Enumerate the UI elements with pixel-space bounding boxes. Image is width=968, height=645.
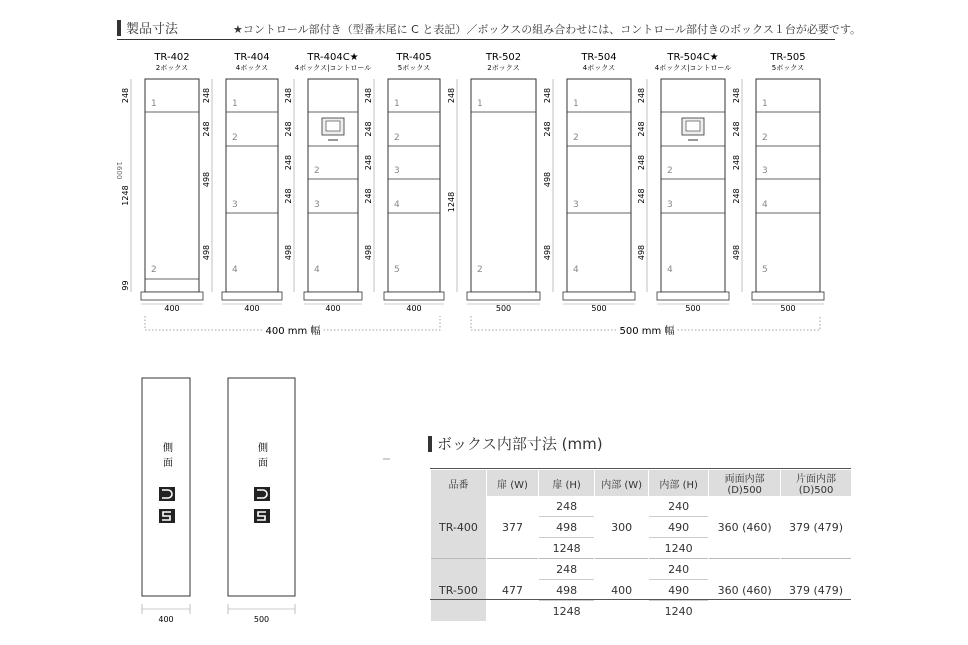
cell-both-depth: 360 (460) <box>709 496 781 559</box>
locker-sub-label: 5ボックス <box>771 64 805 72</box>
dimension-label: 498 <box>202 171 211 188</box>
dimension-label: 99 <box>121 280 130 291</box>
control-panel-display <box>686 121 700 131</box>
cell-door-h: 1248 <box>539 601 595 622</box>
box-number-label: 2 <box>394 133 400 143</box>
locker-model-label: TR-502 <box>485 52 522 63</box>
locker-body <box>756 79 820 292</box>
width-label: 400 <box>325 304 341 313</box>
dimension-label: 498 <box>284 244 293 261</box>
locker-body <box>145 79 199 292</box>
dimension-label: 248 <box>637 121 646 137</box>
cell-single-depth: 379 (479) <box>781 496 851 559</box>
locker-sub-label: 2ボックス <box>155 64 189 72</box>
box-number-label: 3 <box>762 166 768 176</box>
locker-body <box>226 79 278 292</box>
locker-base <box>222 292 282 300</box>
cell-door-h: 498 <box>539 517 595 538</box>
dimension-label: 248 <box>284 87 293 104</box>
locker-sub-label: 4ボックス|コントロール <box>654 64 732 72</box>
table-row <box>431 559 852 580</box>
side-view-label: 面 <box>258 458 268 469</box>
cell-inner-h: 240 <box>649 496 709 517</box>
box-number-label: 3 <box>314 200 320 210</box>
control-panel-display <box>326 121 340 131</box>
locker-model-label: TR-504C★ <box>667 52 719 63</box>
box-number-label: 1 <box>151 99 157 109</box>
cell-inner-h: 240 <box>649 559 709 580</box>
box-number-label: 1 <box>477 99 483 109</box>
locker-model-label: TR-405 <box>396 52 432 63</box>
dimension-label: 248 <box>284 154 293 171</box>
table-bottom-rule <box>430 599 851 600</box>
locker-model-label: TR-404 <box>234 52 270 63</box>
locker-base <box>467 292 540 300</box>
width-label: 400 <box>164 304 180 313</box>
dimension-label: 248 <box>732 121 741 137</box>
locker-sub-label: 4ボックス|コントロール <box>294 64 372 72</box>
cell-inner-h: 1240 <box>649 538 709 559</box>
cell-door-h: 498 <box>539 580 595 601</box>
width-label: 500 <box>495 304 512 313</box>
box-number-label: 1 <box>232 99 238 109</box>
box-number-label: 2 <box>314 166 320 176</box>
dimension-label: 498 <box>732 244 741 261</box>
locker-body <box>661 79 725 292</box>
width-label: 500 <box>685 304 701 313</box>
box-number-label: 4 <box>667 265 673 275</box>
section-title-text: ボックス内部寸法 (mm) <box>437 435 603 453</box>
side-width-label: 500 <box>253 615 270 624</box>
locker-model-label: TR-505 <box>770 52 806 63</box>
cell-single-depth: 379 (479) <box>781 559 851 622</box>
cell-door-h: 1248 <box>539 538 595 559</box>
cell-inner-h: 490 <box>649 517 709 538</box>
locker-body <box>308 79 358 292</box>
cell-door-w: 477 <box>486 559 538 622</box>
header-model: 品番 <box>431 470 487 496</box>
header-inner-w: 内部 (W) <box>595 470 649 496</box>
dimension-label: 248 <box>447 87 456 104</box>
box-number-label: 4 <box>314 265 320 275</box>
dimension-label: 248 <box>637 188 646 204</box>
box-number-label: 3 <box>394 166 400 176</box>
locker-body <box>471 79 536 292</box>
locker-sub-label: 5ボックス <box>397 64 431 72</box>
header-door-w: 扉 (W) <box>486 470 538 496</box>
width-label: 500 <box>780 304 796 313</box>
side-view-label: 側 <box>258 443 268 454</box>
locker-model-label: TR-504 <box>581 52 617 63</box>
cell-model: TR-400 <box>431 496 487 559</box>
locker-body <box>388 79 440 292</box>
box-number-label: 3 <box>232 200 238 210</box>
dimension-label: 498 <box>543 171 552 188</box>
box-number-label: 1 <box>394 99 400 109</box>
box-number-label: 4 <box>394 200 400 210</box>
header-both-depth: 両面内部 (D)500 <box>709 470 781 496</box>
dimension-label: 248 <box>364 188 373 204</box>
side-view-label: 面 <box>163 458 173 469</box>
side-width-label: 400 <box>158 615 174 624</box>
locker-base <box>563 292 635 300</box>
section-title-text: 製品寸法 <box>126 22 179 37</box>
box-number-label: 4 <box>573 265 579 275</box>
dimension-label: 248 <box>121 87 130 104</box>
box-number-label: 1 <box>762 99 768 109</box>
group-500-label: 500 mm 幅 <box>619 326 675 337</box>
side-view-label: 側 <box>163 443 173 454</box>
box-number-label: 5 <box>762 265 768 275</box>
locker-sub-label: 2ボックス <box>487 64 520 72</box>
cell-inner-h: 1240 <box>649 601 709 622</box>
box-number-label: 2 <box>667 166 673 176</box>
table-top-rule <box>430 468 851 469</box>
cell-inner-w: 400 <box>595 559 649 622</box>
table-row <box>431 496 852 517</box>
dimension-label: 498 <box>637 244 646 261</box>
cell-door-h: 248 <box>539 496 595 517</box>
box-number-label: 2 <box>573 133 579 143</box>
dimension-label: 498 <box>364 244 373 261</box>
dimension-label: 248 <box>364 154 373 171</box>
locker-body <box>567 79 631 292</box>
box-number-label: 3 <box>573 200 579 210</box>
box-number-label: 1 <box>573 99 579 109</box>
locker-base <box>657 292 729 300</box>
locker-sub-label: 4ボックス <box>235 64 269 72</box>
locker-model-label: TR-402 <box>154 52 190 63</box>
width-label: 400 <box>244 304 260 313</box>
header-single-depth: 片面内部 (D)500 <box>781 470 851 496</box>
title-bar-marker <box>428 436 432 452</box>
section-title-box-internal <box>428 433 603 454</box>
dimension-label: 498 <box>543 244 552 261</box>
box-number-label: 2 <box>477 265 483 275</box>
locker-sub-label: 4ボックス <box>582 64 616 72</box>
box-number-label: 4 <box>762 200 768 210</box>
locker-base <box>384 292 444 300</box>
header-inner-h: 内部 (H) <box>649 470 709 496</box>
dimension-label: 1248 <box>121 185 130 206</box>
locker-base <box>752 292 824 300</box>
locker-base <box>304 292 362 300</box>
cell-inner-h: 490 <box>649 580 709 601</box>
box-number-label: 3 <box>667 200 673 210</box>
cell-inner-w: 300 <box>595 496 649 559</box>
dimension-label: 248 <box>543 121 552 137</box>
table-header-row <box>431 470 852 496</box>
cell-door-w: 377 <box>486 496 538 559</box>
dimension-label: 248 <box>284 121 293 137</box>
locker-base <box>141 292 203 300</box>
dimension-label: 248 <box>637 87 646 104</box>
width-label: 500 <box>591 304 607 313</box>
dimension-label: 248 <box>637 154 646 171</box>
dimension-label: 248 <box>202 121 211 137</box>
total-height-label: 1600 <box>115 161 123 180</box>
cell-both-depth: 360 (460) <box>709 559 781 622</box>
box-number-label: 4 <box>232 265 238 275</box>
dimension-label: 248 <box>543 87 552 104</box>
locker-model-label: TR-404C★ <box>307 52 359 63</box>
dimension-label: 248 <box>732 188 741 204</box>
cell-model: TR-500 <box>431 559 487 622</box>
dimension-label: 248 <box>364 121 373 137</box>
group-400-label: 400 mm 幅 <box>265 326 321 337</box>
box-number-label: 5 <box>394 265 400 275</box>
box-number-label: 2 <box>762 133 768 143</box>
control-unit-note: ★コントロール部付き（型番末尾に C と表記）／ボックスの組み合わせには、コントロール部付きのボックス１台が必要です。 <box>233 23 861 36</box>
header-door-h: 扉 (H) <box>539 470 595 496</box>
dimension-label: 248 <box>732 87 741 104</box>
dimension-label: 248 <box>284 188 293 204</box>
dimension-label: 498 <box>202 244 211 261</box>
cell-door-h: 248 <box>539 559 595 580</box>
box-number-label: 2 <box>232 133 238 143</box>
width-label: 400 <box>406 304 422 313</box>
dimension-label: 248 <box>202 87 211 104</box>
box-number-label: 2 <box>151 265 157 275</box>
dimension-label: 248 <box>732 154 741 171</box>
dimension-label: 1248 <box>447 191 456 213</box>
dimension-label: 248 <box>364 87 373 104</box>
